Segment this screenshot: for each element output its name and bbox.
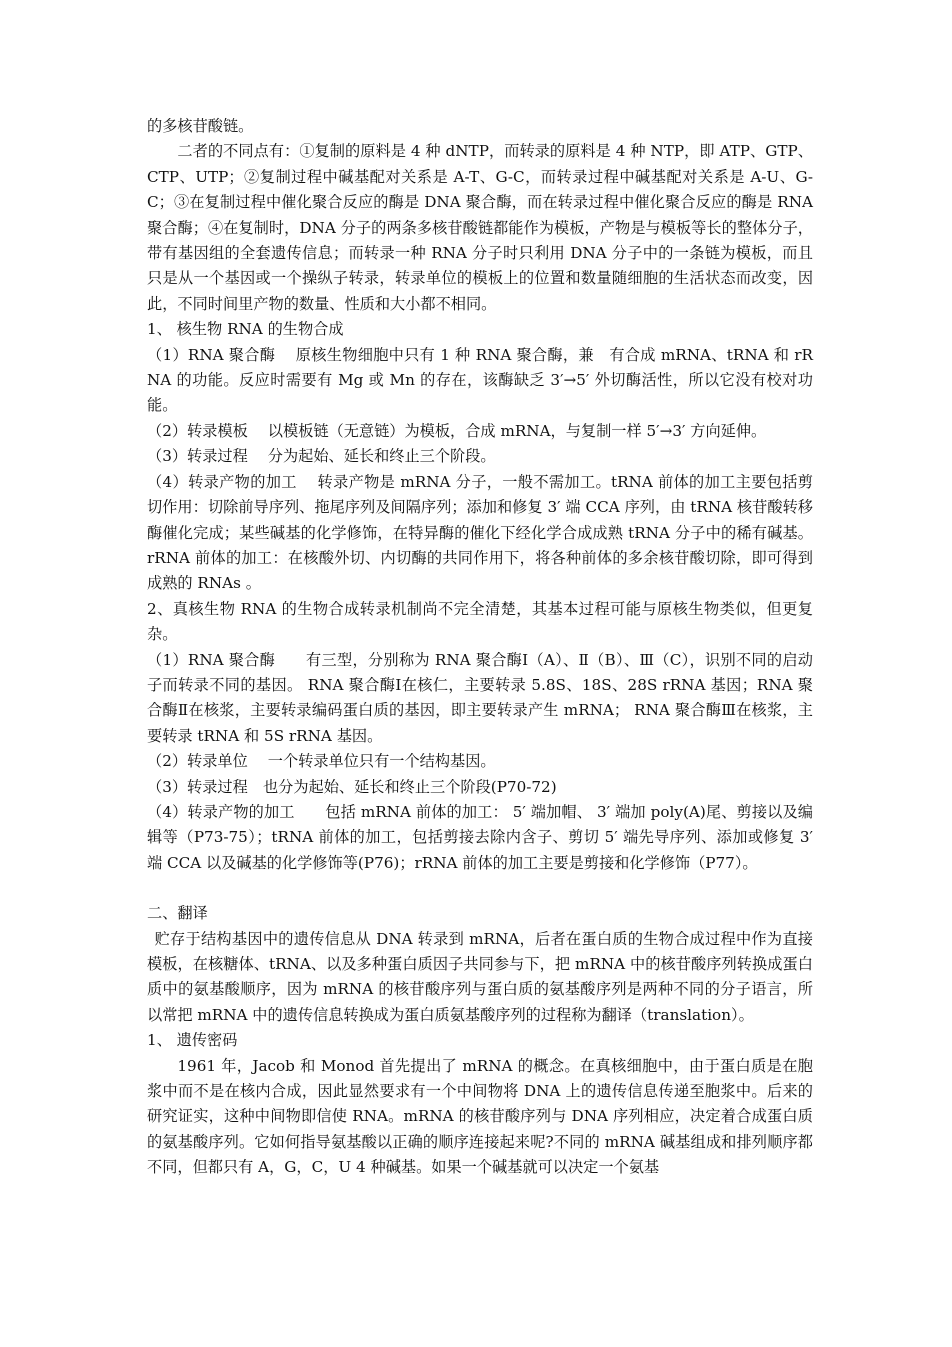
item-rna-polymerase: （1）RNA 聚合酶 原核生物细胞中只有 1 种 RNA 聚合酶，兼 有合成 mRNA、tRNA 和 rRNA 的功能。反应时需要有 Mg 或 Mn 的存在，该酶缺乏 3′→5′ 外切酶活性，所以它没有校对功能。 [147,345,813,415]
paragraph-genetic-code: 1961 年，Jacob 和 Monod 首先提出了 mRNA 的概念。在真核细胞中，由于蛋白质是在胞浆中而不是在核内合成，因此显然要求有一个中间物将 DNA 上的遗传信息传递至胞浆中。后来的研究证实，这种中间物即信使 RNA。mRNA 的核苷酸序列与 DNA 序列相应，决定着合成蛋白质的氨基酸序列。它如何指导氨基酸以正确的顺序连接起来呢?不同的 mRNA 碱基组成和排列顺序都不同，但都只有 A，G，C，U 4 种碱基。如果一个碱基就可以决定一个氨基 [147,1056,813,1177]
item-eukaryote-polymerase: （1）RNA 聚合酶 有三型，分别称为 RNA 聚合酶Ⅰ（A）、Ⅱ（B）、Ⅲ（C），识别不同的启动子而转录不同的基因。 RNA 聚合酶Ⅰ在核仁，主要转录 5.8S、18S、28S rRNA 基因；RNA 聚合酶Ⅱ在核浆，主要转录编码蛋白质的基因，即主要转录产生 mRNA； RNA 聚合酶Ⅲ在核浆，主要转录 tRNA 和 5S rRNA 基因。 [147,650,813,745]
item-transcription-template: （2）转录模板 以模板链（无意链）为模板，合成 mRNA，与复制一样 5′→3′ 方向延伸。 [147,421,767,440]
paragraph-continuation: 的多核苷酸链。 [147,117,254,135]
paragraph-translation: 贮存于结构基因中的遗传信息从 DNA 转录到 mRNA，后者在蛋白质的生物合成过程中作为直接模板，在核糖体、tRNA、以及多种蛋白质因子共同参与下，把 mRNA 中的核苷酸序列转换成蛋白质中的氨基酸顺序，因为 mRNA 的核苷酸序列与蛋白质的氨基酸序列是两种不同的分子语言，所以常把 mRNA 中的遗传信息转换成为蛋白质氨基酸序列的过程称为翻译（translation）。 [147,929,813,1024]
document-page [147,114,813,1181]
paragraph-differences: 二者的不同点有：①复制的原料是 4 种 dNTP，而转录的原料是 4 种 NTP，即 ATP、GTP、CTP、UTP；②复制过程中碱基配对关系是 A-T、G-C，而转录过程中碱基配对关系是 A-U、G-C；③在复制过程中催化聚合反应的酶是 DNA 聚合酶，而在转录过程中催化聚合反应的酶是 RNA 聚合酶；④在复制时，DNA 分子的两条多核苷酸链都能作为模板，产物是与模板等长的整体分子，带有基因组的全套遗传信息；而转录一种 RNA 分子时只利用 DNA 分子中的一条链为模板，而且只是从一个基因或一个操纵子转录，转录单位的模板上的位置和数量随细胞的生活状态而改变，因此，不同时间里产物的数量、性质和大小都不相同。 [147,142,813,313]
item-product-processing: （4）转录产物的加工 转录产物是 mRNA 分子，一般不需加工。tRNA 前体的加工主要包括剪切作用：切除前导序列、拖尾序列及间隔序列；添加和修复 3′ 端 CCA 序列，由 tRNA 核苷酸转移酶催化完成；某些碱基的化学修饰，在特异酶的催化下经化学合成成熟 tRNA 分子中的稀有碱基。rRNA 前体的加工：在核酸外切、内切酶的共同作用下，将各种前体的多余核苷酸切除，即可得到成熟的 RNAs 。 [147,472,813,593]
item-transcription-unit: （2）转录单位 一个转录单位只有一个结构基因。 [147,752,496,771]
heading-prokaryote-rna: 1、 核生物 RNA 的生物合成 [147,320,344,339]
item-eukaryote-process: （3）转录过程 也分为起始、延长和终止三个阶段(P70-72) [147,777,557,796]
heading-translation: 二、翻译 [147,904,208,923]
blank-line [147,876,813,901]
heading-genetic-code: 1、 遗传密码 [147,1031,238,1050]
item-eukaryote-processing: （4）转录产物的加工 包括 mRNA 前体的加工： 5′ 端加帽、 3′ 端加 poly(A)尾、剪接以及编辑等（P73-75）；tRNA 前体的加工，包括剪接去除内含子、剪切 5′ 端先导序列、添加或修复 3′ 端 CCA 以及碱基的化学修饰等(P76)；rRNA 前体的加工主要是剪接和化学修饰（P77）。 [147,802,813,872]
heading-eukaryote-rna: 2、真核生物 RNA 的生物合成转录机制尚不完全清楚，其基本过程可能与原核生物类似，但更复杂。 [147,599,813,644]
item-transcription-process: （3）转录过程 分为起始、延长和终止三个阶段。 [147,447,496,466]
